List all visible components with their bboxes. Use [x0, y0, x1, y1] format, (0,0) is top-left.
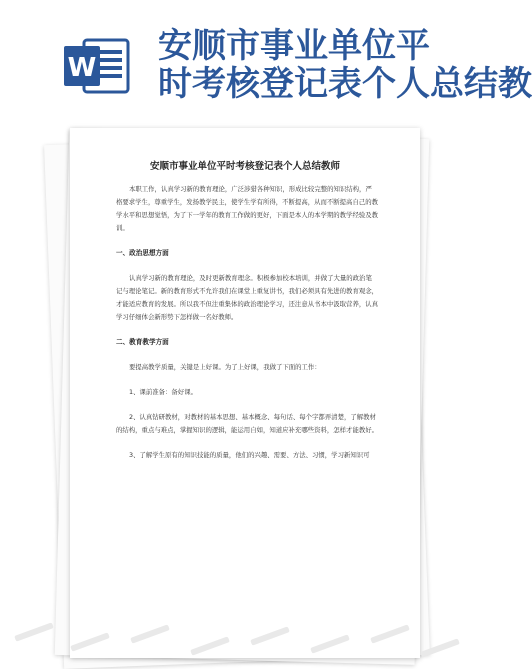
- document-preview-stack: [54, 104, 426, 664]
- document-body: [116, 183, 378, 474]
- section-2-heading: 二、教育教学方面: [116, 338, 169, 346]
- banner: [0, 0, 532, 110]
- section-1-heading: 一、政治思想方面: [116, 249, 169, 257]
- word-icon-letter: W: [67, 53, 97, 83]
- document-title: 安顺市事业单位平时考核登记表个人总结教师: [149, 161, 340, 172]
- item-2: 2、认真钻研教材，对教材的基本思想、基本概念、每句话、每个字都弄清楚，了解教材的结构，重点与难点，掌握知识的逻辑，能运用自如，知道应补充哪些资料，怎样才能教好。: [116, 413, 379, 434]
- banner-title: [158, 26, 532, 104]
- banner-title-line-2: 时考核登记表个人总结教: [158, 64, 532, 104]
- document-page: [70, 128, 420, 658]
- section-1-paragraph: 认真学习新的教育理论，及时更新教育理念。积极参加校本培训，并做了大量的政治笔记与理论笔记。新的教育形式不允许我们在课堂上重复讲书，我们必须具有先进的教育观念，才能适应教育的发展。所以我不但注重集体的政治理论学习，还注意从书本中汲取营养，认真学习仔细体会新形势下怎样做一名好教师。: [116, 274, 379, 321]
- item-1: 1、课前准备：备好课。: [129, 388, 197, 396]
- word-document-icon: [62, 36, 132, 96]
- banner-title-line-1: 安顺市事业单位平: [158, 26, 430, 66]
- section-2-intro: 要提高教学质量，关键是上好课。为了上好课，我做了下面的工作：: [129, 363, 321, 371]
- intro-paragraph: 本职工作，认真学习新的教育理论，广泛涉猎各种知识，形成比较完整的知识结构，严格要求学生，尊重学生，发扬教学民主，使学生学有所得，不断提高，从而不断提高自己的教学水平和思想觉悟，为了下一学年的教育工作做的更好，下面是本人的本学期的教学经验及教训。: [116, 185, 379, 232]
- item-3: 3、了解学生原有的知识技能的质量，他们的兴趣、需要、方法、习惯，学习新知识可: [129, 451, 370, 459]
